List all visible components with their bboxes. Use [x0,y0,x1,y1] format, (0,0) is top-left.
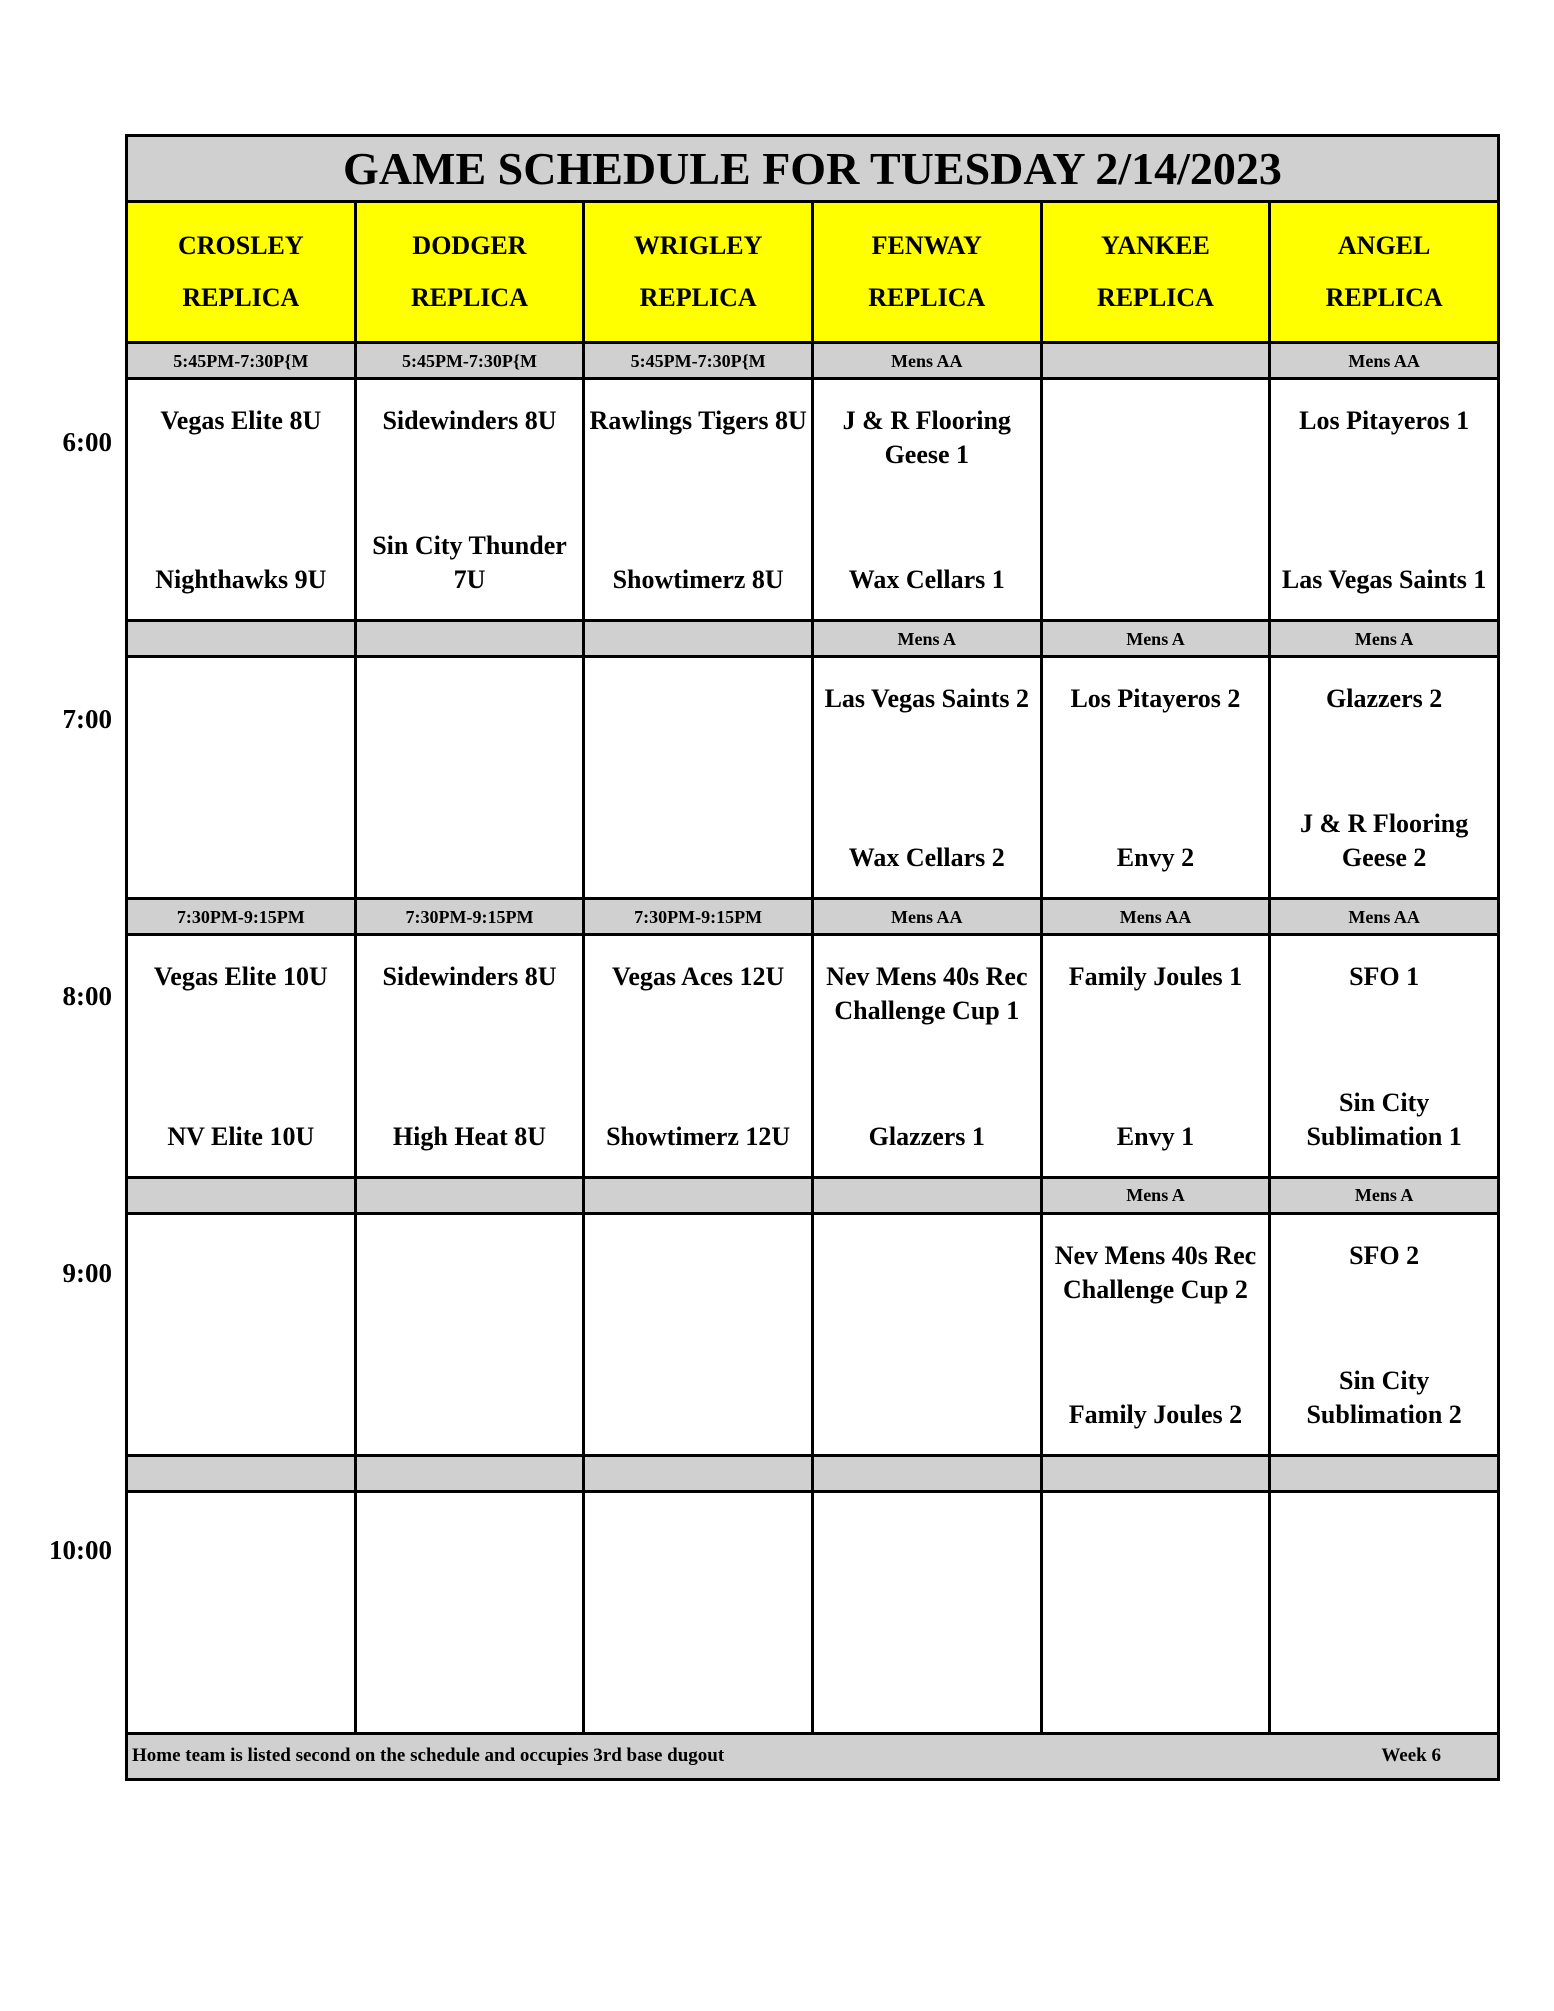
away-team-slot [1047,404,1265,501]
division-label: Mens A [1041,621,1270,657]
division-label [584,1177,813,1213]
division-label: Mens AA [812,343,1041,379]
footer-cell [127,1733,1499,1779]
away-team-slot [818,682,1036,779]
game-cell [1270,1491,1499,1733]
field-header [355,202,584,343]
time-label-6: 6:00 [62,427,112,457]
away-team-slot [1047,1239,1265,1336]
home-team-slot [589,501,807,598]
home-team-slot [361,1057,579,1154]
away-team-slot [361,404,579,501]
away-team: Las Vegas Saints 2 [824,684,1030,714]
home-team-slot [1047,501,1265,598]
field-name: DODGER [412,231,527,261]
home-team-slot [1047,1057,1265,1154]
division-label [1270,1455,1499,1491]
away-team-slot [1047,682,1265,779]
home-team: Envy 1 [1116,1121,1195,1151]
game-row [127,657,1499,899]
field-type: REPLICA [1096,283,1214,313]
home-team: NV Elite 10U [167,1121,315,1151]
game-cell [584,1491,813,1733]
home-team: Showtimerz 8U [612,565,784,595]
matchup [1275,1493,1493,1732]
week-label: Week 6 [1381,1745,1441,1767]
matchup [1047,380,1265,619]
game-cell [812,379,1041,621]
home-team-slot [1047,1335,1265,1432]
away-team: Rawlings Tigers 8U [589,406,807,436]
home-team-slot [589,1057,807,1154]
schedule-table [125,134,1500,1781]
game-cell [355,379,584,621]
game-cell [812,1491,1041,1733]
matchup [818,1215,1036,1454]
field-type: REPLICA [1325,283,1443,313]
division-label: Mens AA [1041,899,1270,935]
game-cell [584,379,813,621]
away-team: SFO 1 [1349,962,1420,992]
division-row [127,621,1499,657]
division-label: Mens AA [812,899,1041,935]
matchup [1047,936,1265,1175]
home-team-slot [361,1335,579,1432]
away-team: SFO 2 [1349,1240,1420,1270]
matchup [589,1493,807,1732]
game-cell [1270,935,1499,1177]
field-name: YANKEE [1101,231,1210,261]
matchup [1275,658,1493,897]
game-row [127,379,1499,621]
home-team-slot [1275,779,1493,876]
field-header [812,202,1041,343]
division-label: Mens A [1041,1177,1270,1213]
away-team-slot [1275,682,1493,779]
away-team-slot [589,1239,807,1336]
away-team-slot [1275,1517,1493,1614]
game-cell [355,657,584,899]
home-team-slot [132,779,350,876]
home-team: Glazzers 1 [868,1121,985,1151]
home-team-slot [1275,1613,1493,1710]
division-label: Mens A [1270,621,1499,657]
home-team-slot [361,779,579,876]
division-label: Mens A [1270,1177,1499,1213]
game-cell [1041,657,1270,899]
game-cell [355,1491,584,1733]
home-team-slot [1275,1335,1493,1432]
field-header-row [127,202,1499,343]
away-team: Family Joules 1 [1068,962,1243,992]
game-cell [584,1213,813,1455]
away-team-slot [1275,960,1493,1057]
field-name: ANGEL [1337,231,1431,261]
division-label [1041,343,1270,379]
game-cell [127,1491,356,1733]
home-team: Sin City Thunder 7U [372,531,567,595]
division-label [127,1177,356,1213]
home-team: Family Joules 2 [1068,1399,1243,1429]
away-team-slot [1047,960,1265,1057]
game-cell [1041,379,1270,621]
away-team-slot [132,960,350,1057]
division-label [812,1455,1041,1491]
home-team-slot [589,779,807,876]
time-label-8: 8:00 [62,981,112,1011]
matchup [589,936,807,1175]
home-team-slot [818,1335,1036,1432]
footer-row [127,1733,1499,1779]
game-cell [812,935,1041,1177]
game-cell [355,1213,584,1455]
division-row [127,1177,1499,1213]
away-team-slot [361,960,579,1057]
division-row [127,1455,1499,1491]
game-cell [1041,1213,1270,1455]
game-row [127,935,1499,1177]
away-team: Los Pitayeros 2 [1070,684,1241,714]
division-label: 5:45PM-7:30P{M [584,343,813,379]
matchup [361,1493,579,1732]
home-team-slot [1047,1613,1265,1710]
matchup [361,936,579,1175]
home-team: Wax Cellars 1 [848,565,1005,595]
division-label [127,1455,356,1491]
matchup [1275,380,1493,619]
field-name: FENWAY [871,231,982,261]
matchup [132,380,350,619]
field-type: REPLICA [182,283,300,313]
field-name: WRIGLEY [633,231,763,261]
field-type: REPLICA [410,283,528,313]
away-team-slot [361,1517,579,1614]
division-label [584,621,813,657]
game-cell [127,379,356,621]
division-label [584,1455,813,1491]
matchup [132,1215,350,1454]
matchup [132,658,350,897]
home-team-slot [589,1613,807,1710]
division-label [127,621,356,657]
matchup [818,1493,1036,1732]
away-team: Los Pitayeros 1 [1299,406,1470,436]
home-team-slot [818,1613,1036,1710]
away-team-slot [1047,1517,1265,1614]
matchup [589,658,807,897]
home-team-slot [1047,779,1265,876]
division-label: Mens AA [1270,899,1499,935]
away-team-slot [361,1239,579,1336]
away-team-slot [589,682,807,779]
home-team: Showtimerz 12U [606,1121,791,1151]
footer-note: Home team is listed second on the schedule and occupies 3rd base dugout [132,1745,725,1767]
game-cell [584,657,813,899]
away-team: Nev Mens 40s Rec Challenge Cup 1 [826,962,1028,1026]
division-label: 5:45PM-7:30P{M [355,343,584,379]
game-cell [127,935,356,1177]
home-team: High Heat 8U [392,1121,547,1151]
away-team: Nev Mens 40s Rec Challenge Cup 2 [1054,1240,1257,1304]
away-team-slot [818,1517,1036,1614]
home-team-slot [1275,501,1493,598]
away-team: J & R Flooring Geese 1 [842,406,1011,470]
division-label [355,1177,584,1213]
field-header [127,202,356,343]
field-name: CROSLEY [177,231,304,261]
field-type: REPLICA [639,283,757,313]
matchup [818,658,1036,897]
away-team: Sidewinders 8U [382,406,557,436]
division-label: 7:30PM-9:15PM [355,899,584,935]
away-team-slot [361,682,579,779]
division-label [812,1177,1041,1213]
game-cell [127,657,356,899]
away-team-slot [589,960,807,1057]
home-team: Sin City Sublimation 1 [1306,1087,1462,1151]
game-cell [1270,1213,1499,1455]
home-team-slot [132,1335,350,1432]
home-team: Nighthawks 9U [155,565,327,595]
division-label [355,1455,584,1491]
away-team: Vegas Elite 8U [160,406,322,436]
matchup [1047,1215,1265,1454]
game-cell [1270,379,1499,621]
away-team-slot [132,682,350,779]
field-type: REPLICA [868,283,986,313]
matchup [818,936,1036,1175]
home-team-slot [361,1613,579,1710]
title-row [127,136,1499,202]
home-team: Sin City Sublimation 2 [1306,1365,1462,1429]
time-label-7: 7:00 [62,704,112,734]
field-header [1270,202,1499,343]
game-cell [1270,657,1499,899]
game-cell [584,935,813,1177]
time-column [0,0,125,2011]
away-team-slot [1275,404,1493,501]
game-cell [355,935,584,1177]
division-label: 7:30PM-9:15PM [584,899,813,935]
division-label [1041,1455,1270,1491]
game-row [127,1213,1499,1455]
page-title: GAME SCHEDULE FOR TUESDAY 2/14/2023 [127,136,1499,202]
away-team-slot [589,404,807,501]
home-team: Envy 2 [1116,843,1195,873]
home-team-slot [1275,1057,1493,1154]
home-team-slot [361,501,579,598]
division-label: 7:30PM-9:15PM [127,899,356,935]
game-cell [127,1213,356,1455]
field-header [584,202,813,343]
away-team-slot [589,1517,807,1614]
home-team: J & R Flooring Geese 2 [1300,809,1469,873]
division-label: Mens AA [1270,343,1499,379]
away-team-slot [132,404,350,501]
division-row [127,343,1499,379]
game-row [127,1491,1499,1733]
home-team: Las Vegas Saints 1 [1281,565,1487,595]
home-team-slot [132,1613,350,1710]
matchup [1275,1215,1493,1454]
away-team-slot [132,1239,350,1336]
game-cell [812,657,1041,899]
away-team: Sidewinders 8U [382,962,557,992]
division-row [127,899,1499,935]
away-team-slot [132,1517,350,1614]
away-team-slot [818,404,1036,501]
matchup [361,658,579,897]
matchup [818,380,1036,619]
game-cell [1041,1491,1270,1733]
matchup [1047,658,1265,897]
matchup [361,380,579,619]
field-header [1041,202,1270,343]
home-team-slot [818,501,1036,598]
home-team: Wax Cellars 2 [848,843,1005,873]
game-cell [1041,935,1270,1177]
time-label-10: 10:00 [49,1535,112,1565]
away-team: Vegas Aces 12U [611,962,785,992]
matchup [361,1215,579,1454]
game-cell [812,1213,1041,1455]
matchup [589,1215,807,1454]
home-team-slot [818,1057,1036,1154]
home-team-slot [589,1335,807,1432]
time-label-9: 9:00 [62,1258,112,1288]
away-team-slot [818,1239,1036,1336]
away-team-slot [818,960,1036,1057]
matchup [589,380,807,619]
home-team-slot [132,1057,350,1154]
away-team: Glazzers 2 [1326,684,1443,714]
away-team: Vegas Elite 10U [153,962,328,992]
matchup [1275,936,1493,1175]
home-team-slot [818,779,1036,876]
division-label [355,621,584,657]
matchup [132,936,350,1175]
matchup [1047,1493,1265,1732]
division-label: Mens A [812,621,1041,657]
division-label: 5:45PM-7:30P{M [127,343,356,379]
matchup [132,1493,350,1732]
home-team-slot [132,501,350,598]
away-team-slot [1275,1239,1493,1336]
